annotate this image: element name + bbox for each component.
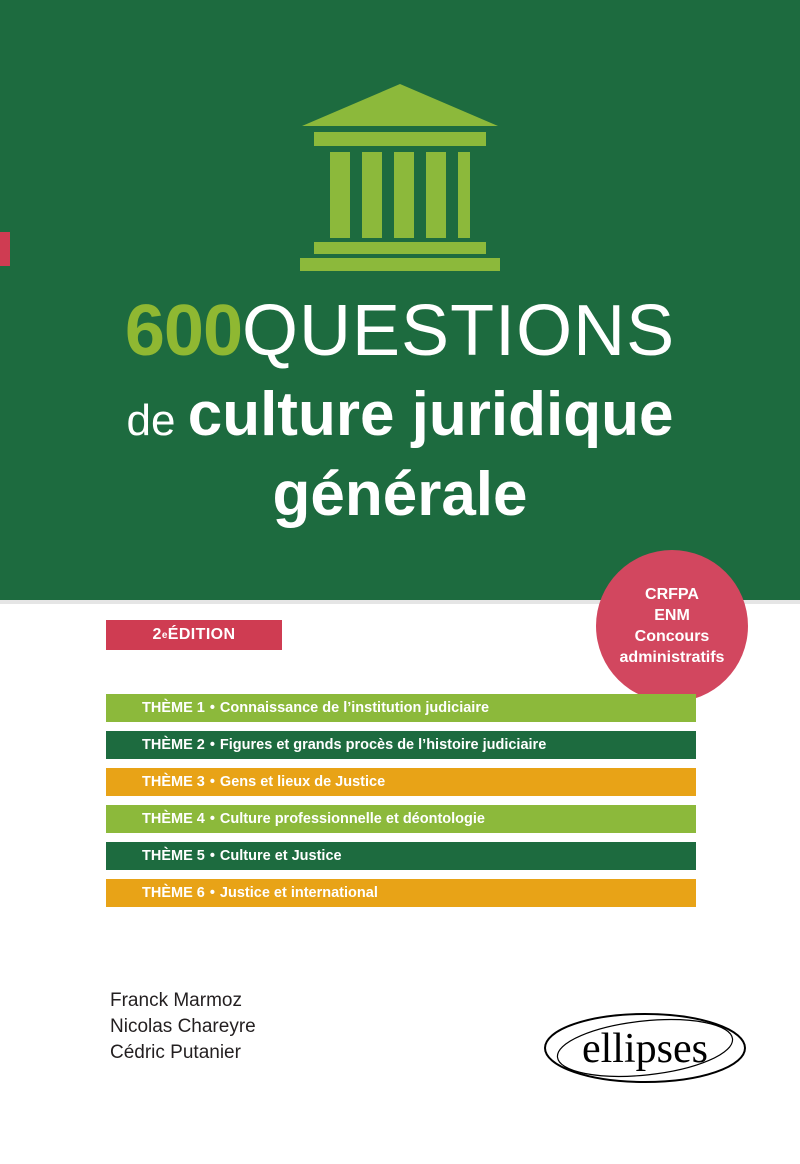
title-line-3: générale xyxy=(272,460,528,529)
edition-number: 2 xyxy=(152,626,162,643)
theme-row xyxy=(0,731,800,759)
theme-dot-2: • xyxy=(209,737,215,753)
badge-line-2: ENM xyxy=(654,607,690,624)
cover-title-block xyxy=(0,292,800,530)
theme-dot-1: • xyxy=(209,700,215,716)
theme-row xyxy=(0,805,800,833)
author-name: Nicolas Chareyre xyxy=(110,1016,256,1037)
theme-row xyxy=(0,842,800,870)
theme-list xyxy=(0,694,800,916)
theme-bar-2 xyxy=(106,731,696,759)
badge-line-1: CRFPA xyxy=(645,586,699,603)
theme-bar-1 xyxy=(106,694,696,722)
theme-row xyxy=(0,694,800,722)
theme-dot-5: • xyxy=(209,848,215,864)
publisher-logo xyxy=(540,1000,750,1096)
theme-text-2: Figures et grands procès de l’histoire judiciaire xyxy=(219,737,547,753)
theme-text-5: Culture et Justice xyxy=(219,848,342,864)
badge-line-4: administratifs xyxy=(619,649,725,666)
title-questions: QUESTIONS xyxy=(242,291,676,371)
theme-label-5: THÈME 5 xyxy=(142,848,205,864)
theme-row xyxy=(0,768,800,796)
theme-bar-6 xyxy=(106,879,696,907)
theme-text-1: Connaissance de l’institution judiciaire xyxy=(219,700,490,716)
theme-label-4: THÈME 4 xyxy=(142,811,205,827)
theme-dot-3: • xyxy=(209,774,215,790)
theme-label-2: THÈME 2 xyxy=(142,737,205,753)
edition-sup: e xyxy=(161,629,168,641)
badge-line-3: Concours xyxy=(634,628,710,645)
author-name: Cédric Putanier xyxy=(110,1042,241,1063)
theme-bar-4 xyxy=(106,805,696,833)
publisher-name: ellipses xyxy=(582,1026,708,1072)
courthouse-temple-icon xyxy=(296,82,504,274)
theme-text-6: Justice et international xyxy=(219,885,378,901)
title-main: culture juridique xyxy=(187,380,674,449)
theme-row xyxy=(0,879,800,907)
theme-bar-5 xyxy=(106,842,696,870)
title-number: 600 xyxy=(124,291,243,371)
exam-badge xyxy=(596,550,748,702)
theme-text-4: Culture professionnelle et déontologie xyxy=(219,811,485,827)
edition-label: ÉDITION xyxy=(167,626,236,643)
edition-badge xyxy=(106,620,282,650)
theme-text-3: Gens et lieux de Justice xyxy=(219,774,386,790)
theme-label-6: THÈME 6 xyxy=(142,885,205,901)
title-line-2 xyxy=(0,378,800,458)
theme-dot-6: • xyxy=(209,885,215,901)
title-line-1 xyxy=(0,292,800,370)
left-red-tab xyxy=(0,232,10,266)
title-de: de xyxy=(126,396,188,445)
theme-bar-3 xyxy=(106,768,696,796)
author-list xyxy=(110,988,256,1066)
author-name: Franck Marmoz xyxy=(110,990,242,1011)
theme-label-1: THÈME 1 xyxy=(142,700,205,716)
theme-dot-4: • xyxy=(209,811,215,827)
theme-label-3: THÈME 3 xyxy=(142,774,205,790)
